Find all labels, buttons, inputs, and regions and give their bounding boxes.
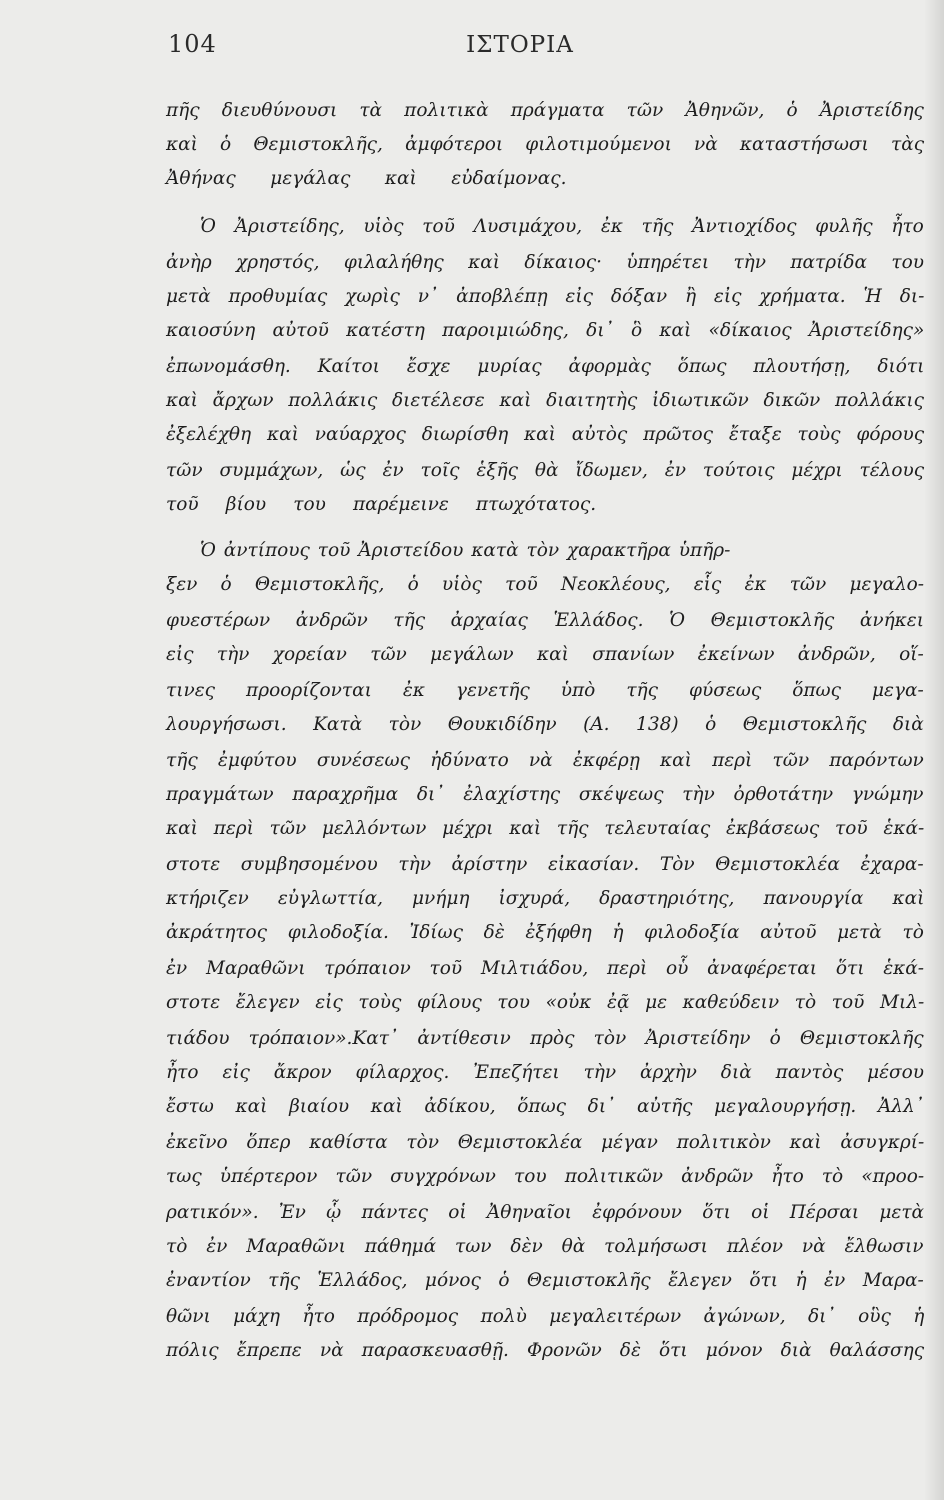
text-line: στοτε ἔλεγεν εἰς τοὺς φίλους του «οὐκ ἐᾷ με καθεύδειν τὸ τοῦ Μιλ- <box>166 992 925 1013</box>
text-line: λουργήσωσι. Κατὰ τὸν Θουκιδίδην (Α. 138) ὁ Θεμιστοκλῆς διὰ <box>166 714 924 735</box>
text-line: στοτε συμβησομένου τὴν ἀρίστην εἰκασίαν. Τὸν Θεμιστοκλέα ἐχαρα- <box>166 854 924 875</box>
text-line: τινες προορίζονται ἐκ γενετῆς ὑπὸ τῆς φύσεως ὅπως μεγα- <box>166 680 924 701</box>
text-line: τὸ ἐν Μαραθῶνι πάθημά των δὲν θὰ τολμήσωσι πλέον νὰ ἔλθωσιν <box>166 1236 924 1257</box>
text-line: πῆς διευθύνουσι τὰ πολιτικὰ πράγματα τῶν Ἀθηνῶν, ὁ Ἀριστείδης <box>166 100 924 121</box>
page-number: 104 <box>168 30 217 58</box>
text-line: καιοσύνη αὐτοῦ κατέστη παροιμιώδης, δι᾽ ὃ καὶ «δίκαιος Ἀριστείδης» <box>166 320 925 341</box>
text-line: θῶνι μάχη ἦτο πρόδρομος πολὺ μεγαλειτέρων ἀγώνων, δι᾽ οὓς ἡ <box>166 1306 925 1327</box>
text-line: ἐπωνομάσθη. Καίτοι ἔσχε μυρίας ἀφορμὰς ὅπως πλουτήσῃ, διότι <box>166 356 925 377</box>
text-line: ἀκράτητος φιλοδοξία. Ἰδίως δὲ ἐξήφθη ἡ φιλοδοξία αὐτοῦ μετὰ τὸ <box>166 922 924 943</box>
text-line: ρατικόν». Ἐν ᾧ πάντες οἱ Ἀθηναῖοι ἐφρόνουν ὅτι οἱ Πέρσαι μετὰ <box>166 1202 925 1223</box>
text-line: ἐναντίον τῆς Ἑλλάδος, μόνος ὁ Θεμιστοκλῆς ἔλεγεν ὅτι ἡ ἐν Μαρα- <box>166 1270 924 1291</box>
text-line: κτήριζεν εὐγλωττία, μνήμη ἰσχυρά, δραστηριότης, πανουργία καὶ <box>166 888 925 909</box>
text-line: ἐκεῖνο ὅπερ καθίστα τὸν Θεμιστοκλέα μέγαν πολιτικὸν καὶ ἀσυγκρί- <box>166 1132 925 1153</box>
text-line: τως ὑπέρτερον τῶν συγχρόνων του πολιτικῶν ἀνδρῶν ἦτο τὸ «προο- <box>166 1166 925 1187</box>
text-line: ξεν ὁ Θεμιστοκλῆς, ὁ υἱὸς τοῦ Νεοκλέους, εἷς ἐκ τῶν μεγαλο- <box>166 574 925 595</box>
text-line: ἦτο εἰς ἄκρον φίλαρχος. Ἐπεζήτει τὴν ἀρχὴν διὰ παντὸς μέσου <box>166 1062 925 1083</box>
text-line: ἔστω καὶ βιαίου καὶ ἀδίκου, ὅπως δι᾽ αὐτῆς μεγαλουργήσῃ. Ἀλλ᾽ <box>166 1096 925 1117</box>
text-line: καὶ περὶ τῶν μελλόντων μέχρι καὶ τῆς τελευταίας ἐκβάσεως τοῦ ἑκά- <box>166 818 925 839</box>
text-line: πραγμάτων παραχρῆμα δι᾽ ἐλαχίστης σκέψεως τὴν ὀρθοτάτην γνώμην <box>166 784 924 805</box>
text-line: εἰς τὴν χορείαν τῶν μεγάλων καὶ σπανίων ἐκείνων ἀνδρῶν, οἵ- <box>166 644 924 665</box>
running-title: ΙΣΤΟΡΙΑ <box>466 32 574 58</box>
text-line: φυεστέρων ἀνδρῶν τῆς ἀρχαίας Ἑλλάδος. Ὁ Θεμιστοκλῆς ἀνήκει <box>166 610 924 631</box>
text-line: τῶν συμμάχων, ὡς ἐν τοῖς ἑξῆς θὰ ἴδωμεν, ἐν τούτοις μέχρι τέλους <box>166 460 925 481</box>
text-line: ἐν Μαραθῶνι τρόπαιον τοῦ Μιλτιάδου, περὶ οὗ ἀναφέρεται ὅτι ἑκά- <box>166 958 925 979</box>
text-line: ἀνὴρ χρηστός, φιλαλήθης καὶ δίκαιος· ὑπηρέτει τὴν πατρίδα του <box>166 252 925 273</box>
text-line: καὶ ὁ Θεμιστοκλῆς, ἀμφότεροι φιλοτιμούμενοι νὰ καταστήσωσι τὰς <box>166 134 925 155</box>
text-line: μετὰ προθυμίας χωρὶς ν᾽ ἀποβλέπῃ εἰς δόξαν ἢ εἰς χρήματα. Ἡ δι- <box>166 286 925 307</box>
text-line: Ὁ ἀντίπους τοῦ Ἀριστείδου κατὰ τὸν χαρακτῆρα ὑπῆρ- <box>200 540 731 561</box>
text-line: τῆς ἐμφύτου συνέσεως ἠδύνατο νὰ ἐκφέρῃ καὶ περὶ τῶν παρόντων <box>166 750 924 771</box>
text-line: πόλις ἔπρεπε νὰ παρασκευασθῇ. Φρονῶν δὲ ὅτι μόνον διὰ θαλάσσης <box>166 1340 925 1361</box>
text-line: τιάδου τρόπαιον».Κατ᾽ ἀντίθεσιν πρὸς τὸν Ἀριστείδην ὁ Θεμιστοκλῆς <box>166 1028 924 1049</box>
text-line: Ὁ Ἀριστείδης, υἱὸς τοῦ Λυσιμάχου, ἐκ τῆς Ἀντιοχίδος φυλῆς ἦτο <box>200 216 924 237</box>
text-line: ἐξελέχθη καὶ ναύαρχος διωρίσθη καὶ αὐτὸς πρῶτος ἔταξε τοὺς φόρους <box>166 424 925 445</box>
text-line: τοῦ βίου του παρέμεινε πτωχότατος. <box>166 494 597 515</box>
text-line: καὶ ἄρχων πολλάκις διετέλεσε καὶ διαιτητὴς ἰδιωτικῶν δικῶν πολλάκις <box>166 390 925 411</box>
text-line: Ἀθήνας μεγάλας καὶ εὐδαίμονας. <box>166 168 567 189</box>
